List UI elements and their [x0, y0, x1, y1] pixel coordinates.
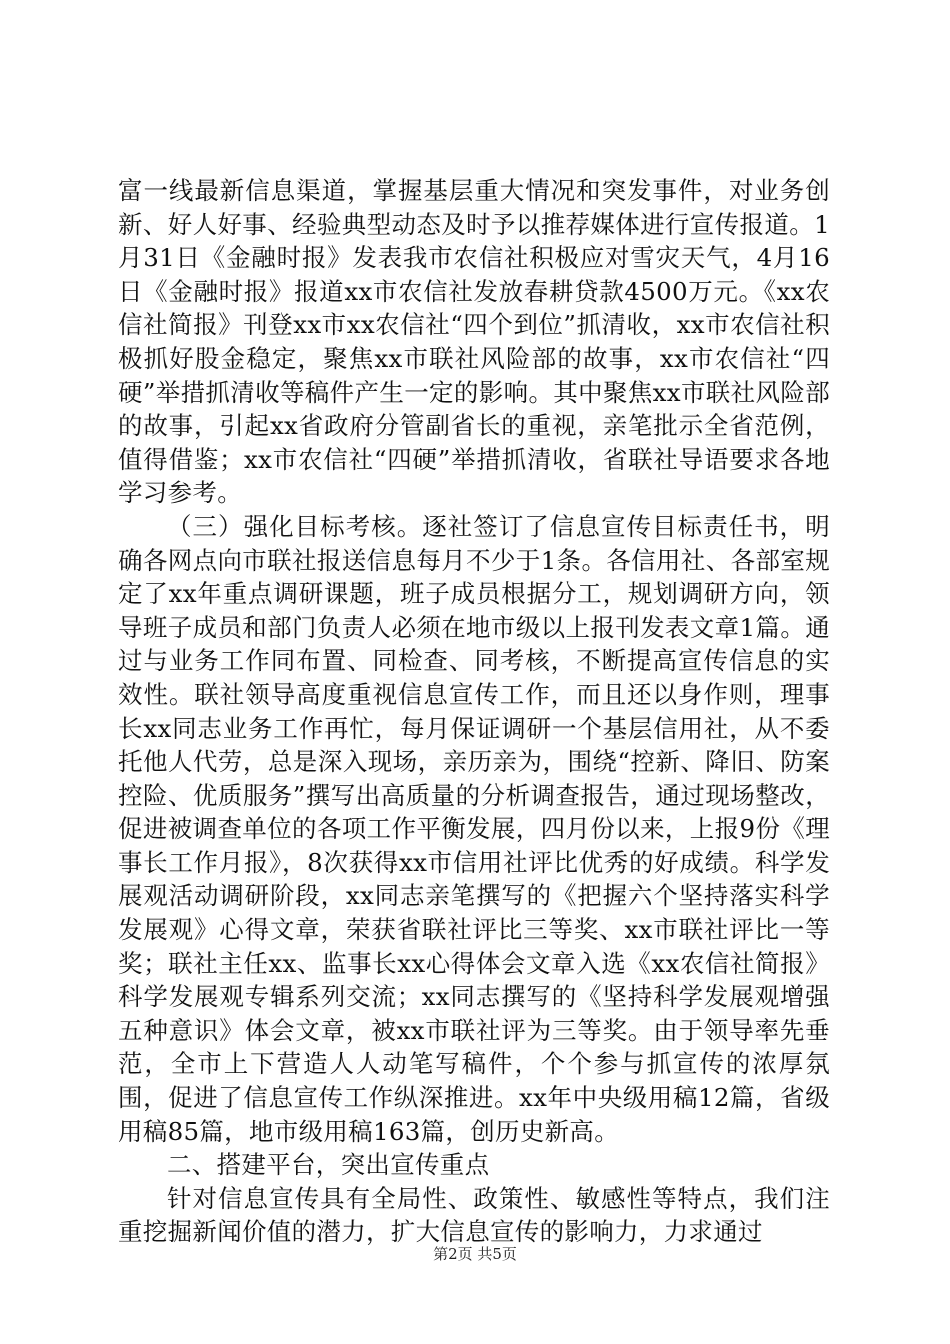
paragraph-target-assessment: （三）强化目标考核。逐社签订了信息宣传目标责任书，明确各网点向市联社报送信息每月不少于1条。各信用社、各部室规定了xx年重点调研课题，班子成员根据分工，规划调研方向，领导班子成员和部门负责人必须在地市级以上报刊发表文章1篇。通过与业务工作同布置、同检查、同考核，不断提高宣传信息的实效性。联社领导高度重视信息宣传工作，而且还以身作则，理事长xx同志业务工作再忙，每月保证调研一个基层信用社，从不委托他人代劳，总是深入现场，亲历亲为，围绕“控新、降旧、防案控险、优质服务”撰写出高质量的分析调查报告，通过现场整改，促进被调查单位的各项工作平衡发展，四月份以来，上报9份《理事长工作月报》，8次获得xx市信用社评比优秀的好成绩。科学发展观活动调研阶段，xx同志亲笔撰写的《把握六个坚持落实科学发展观》心得文章，荣获省联社评比三等奖、xx市联社评比一等奖；联社主任xx、监事长xx心得体会文章入选《xx农信社简报》科学发展观专辑系列交流；xx同志撰写的《坚持科学发展观增强五种意识》体会文章，被xx市联社评为三等奖。由于领导率先垂范，全市上下营造人人动笔写稿件，个个参与抓宣传的浓厚氛围，促进了信息宣传工作纵深推进。xx年中央级用稿12篇，省级用稿85篇，地市级用稿163篇，创历史新高。 [118, 511, 830, 1146]
page-footer: 第2页 共5页 [433, 1245, 517, 1263]
paragraph-continuation: 富一线最新信息渠道，掌握基层重大情况和突发事件，对业务创新、好人好事、经验典型动态及时予以推荐媒体进行宣传报道。1月31日《金融时报》发表我市农信社积极应对雪灾天气，4月16日《金融时报》报道xx市农信社发放春耕贷款4500万元。《xx农信社简报》刊登xx市xx农信社“四个到位”抓清收，xx市农信社积极抓好股金稳定，聚焦xx市联社风险部的故事，xx市农信社“四硬”举措抓清收等稿件产生一定的影响。其中聚焦xx市联社风险部的故事，引起xx省政府分管副省长的重视，亲笔批示全省范例，值得借鉴；xx市农信社“四硬”举措抓清收，省联社导语要求各地学习参考。 [118, 176, 830, 508]
document-body [118, 174, 830, 1249]
section-heading: 二、搭建平台，突出宣传重点 [167, 1150, 490, 1180]
paragraph-platform-intro: 针对信息宣传具有全局性、政策性、敏感性等特点，我们注重挖掘新闻价值的潜力，扩大信息宣传的影响力，力求通过 [118, 1183, 830, 1247]
